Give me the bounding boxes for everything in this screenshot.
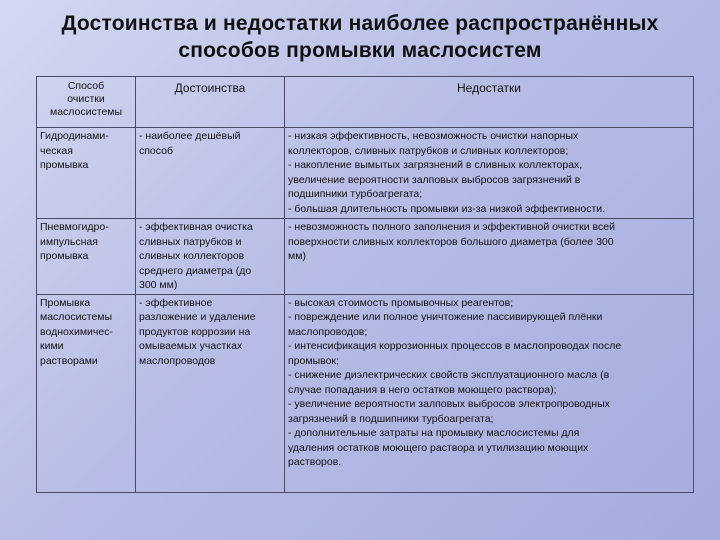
cell-advantages	[136, 219, 285, 295]
header-advantages: Достоинства	[136, 77, 285, 128]
header-method-line: очистки	[67, 93, 105, 105]
title-line-1: Достоинства и недостатки наиболее распространённых	[61, 12, 659, 35]
cell-line: промывка	[40, 250, 89, 262]
cell-line: способ	[139, 144, 173, 157]
cell-line: случае попадания в него остатков моющего раствора);	[288, 383, 557, 396]
cell-line: Промывка	[40, 296, 91, 309]
cell-line: импульсная	[40, 235, 98, 248]
table-header-row	[37, 77, 694, 128]
cell-line: - увеличение вероятности залповых выбросов электропроводных	[288, 398, 610, 410]
cell-line: маслопроводов;	[288, 325, 368, 338]
cell-method	[37, 294, 136, 492]
cell-line: ческая	[40, 144, 73, 157]
cell-line: - снижение диэлектрических свойств эксплуатационного масла (в	[288, 369, 610, 381]
title-line-2: способов промывки маслосистем	[178, 39, 542, 62]
cell-line: - накопление вымытых загрязнений в сливных коллекторах,	[288, 159, 583, 171]
cell-line: промывка	[40, 159, 89, 171]
cell-disadvantages	[285, 219, 694, 295]
cell-line: - низкая эффективность, невозможность очистки напорных	[288, 130, 579, 142]
cell-line: - невозможность полного заполнения и эффективной очистки всей	[288, 221, 615, 233]
comparison-table	[36, 76, 694, 493]
cell-line: - интенсификация коррозионных процессов в маслопроводах после	[288, 340, 622, 352]
cell-line: промывок;	[288, 354, 339, 367]
cell-line: - эффективная очистка	[139, 221, 253, 233]
cell-line: - повреждение или полное уничтожение пассивирующей плёнки	[288, 311, 603, 323]
cell-line: кими	[40, 340, 64, 352]
cell-line: - наиболее дешёвый	[139, 130, 241, 142]
header-method	[37, 77, 136, 128]
cell-line: сливных коллекторов	[139, 250, 245, 262]
cell-disadvantages	[285, 128, 694, 219]
cell-advantages	[136, 128, 285, 219]
cell-line: среднего диаметра (до	[139, 264, 252, 277]
cell-line: продуктов коррозии на	[139, 325, 251, 338]
header-disadvantages: Недостатки	[285, 77, 694, 128]
cell-line: 300 мм)	[139, 279, 178, 291]
cell-line: разложение и удаление	[139, 311, 256, 323]
cell-line: мм)	[288, 250, 306, 262]
header-method-line: Способ	[67, 80, 105, 92]
cell-line: Гидродинами-	[40, 130, 109, 142]
cell-line: удаления остатков моющего раствора и утилизацию моющих	[288, 441, 589, 454]
cell-line: маслопроводов	[139, 354, 216, 367]
cell-line: омываемых участках	[139, 340, 243, 352]
cell-line: загрязнений в подшипники турбоагрегата;	[288, 412, 494, 425]
cell-line: - высокая стоимость промывочных реагентов;	[288, 296, 514, 309]
cell-line: подшипники турбоагрегата;	[288, 188, 423, 200]
cell-line: поверхности сливных коллекторов большого диаметра (более 300	[288, 235, 614, 248]
cell-line: растворов.	[288, 456, 342, 468]
cell-line: маслосистемы	[40, 311, 113, 323]
cell-line: коллекторов, сливных патрубков и сливных коллекторов;	[288, 144, 569, 157]
cell-line: воднохимичес-	[40, 325, 113, 338]
cell-line: Пневмогидро-	[40, 221, 109, 233]
cell-advantages	[136, 294, 285, 492]
cell-line: - эффективное	[139, 296, 213, 309]
header-method-line: маслосистемы	[49, 106, 123, 118]
cell-method	[37, 128, 136, 219]
cell-line: сливных патрубков и	[139, 235, 242, 248]
table-row	[37, 128, 694, 219]
page-title	[10, 10, 710, 64]
cell-method	[37, 219, 136, 295]
cell-disadvantages	[285, 294, 694, 492]
table-row	[37, 294, 694, 492]
cell-line: растворами	[40, 354, 98, 367]
cell-line: - большая длительность промывки из-за низкой эффективности.	[288, 202, 606, 215]
cell-line: увеличение вероятности залповых выбросов загрязнений в	[288, 173, 581, 186]
table-row	[37, 219, 694, 295]
cell-line: - дополнительные затраты на промывку маслосистемы для	[288, 427, 580, 439]
